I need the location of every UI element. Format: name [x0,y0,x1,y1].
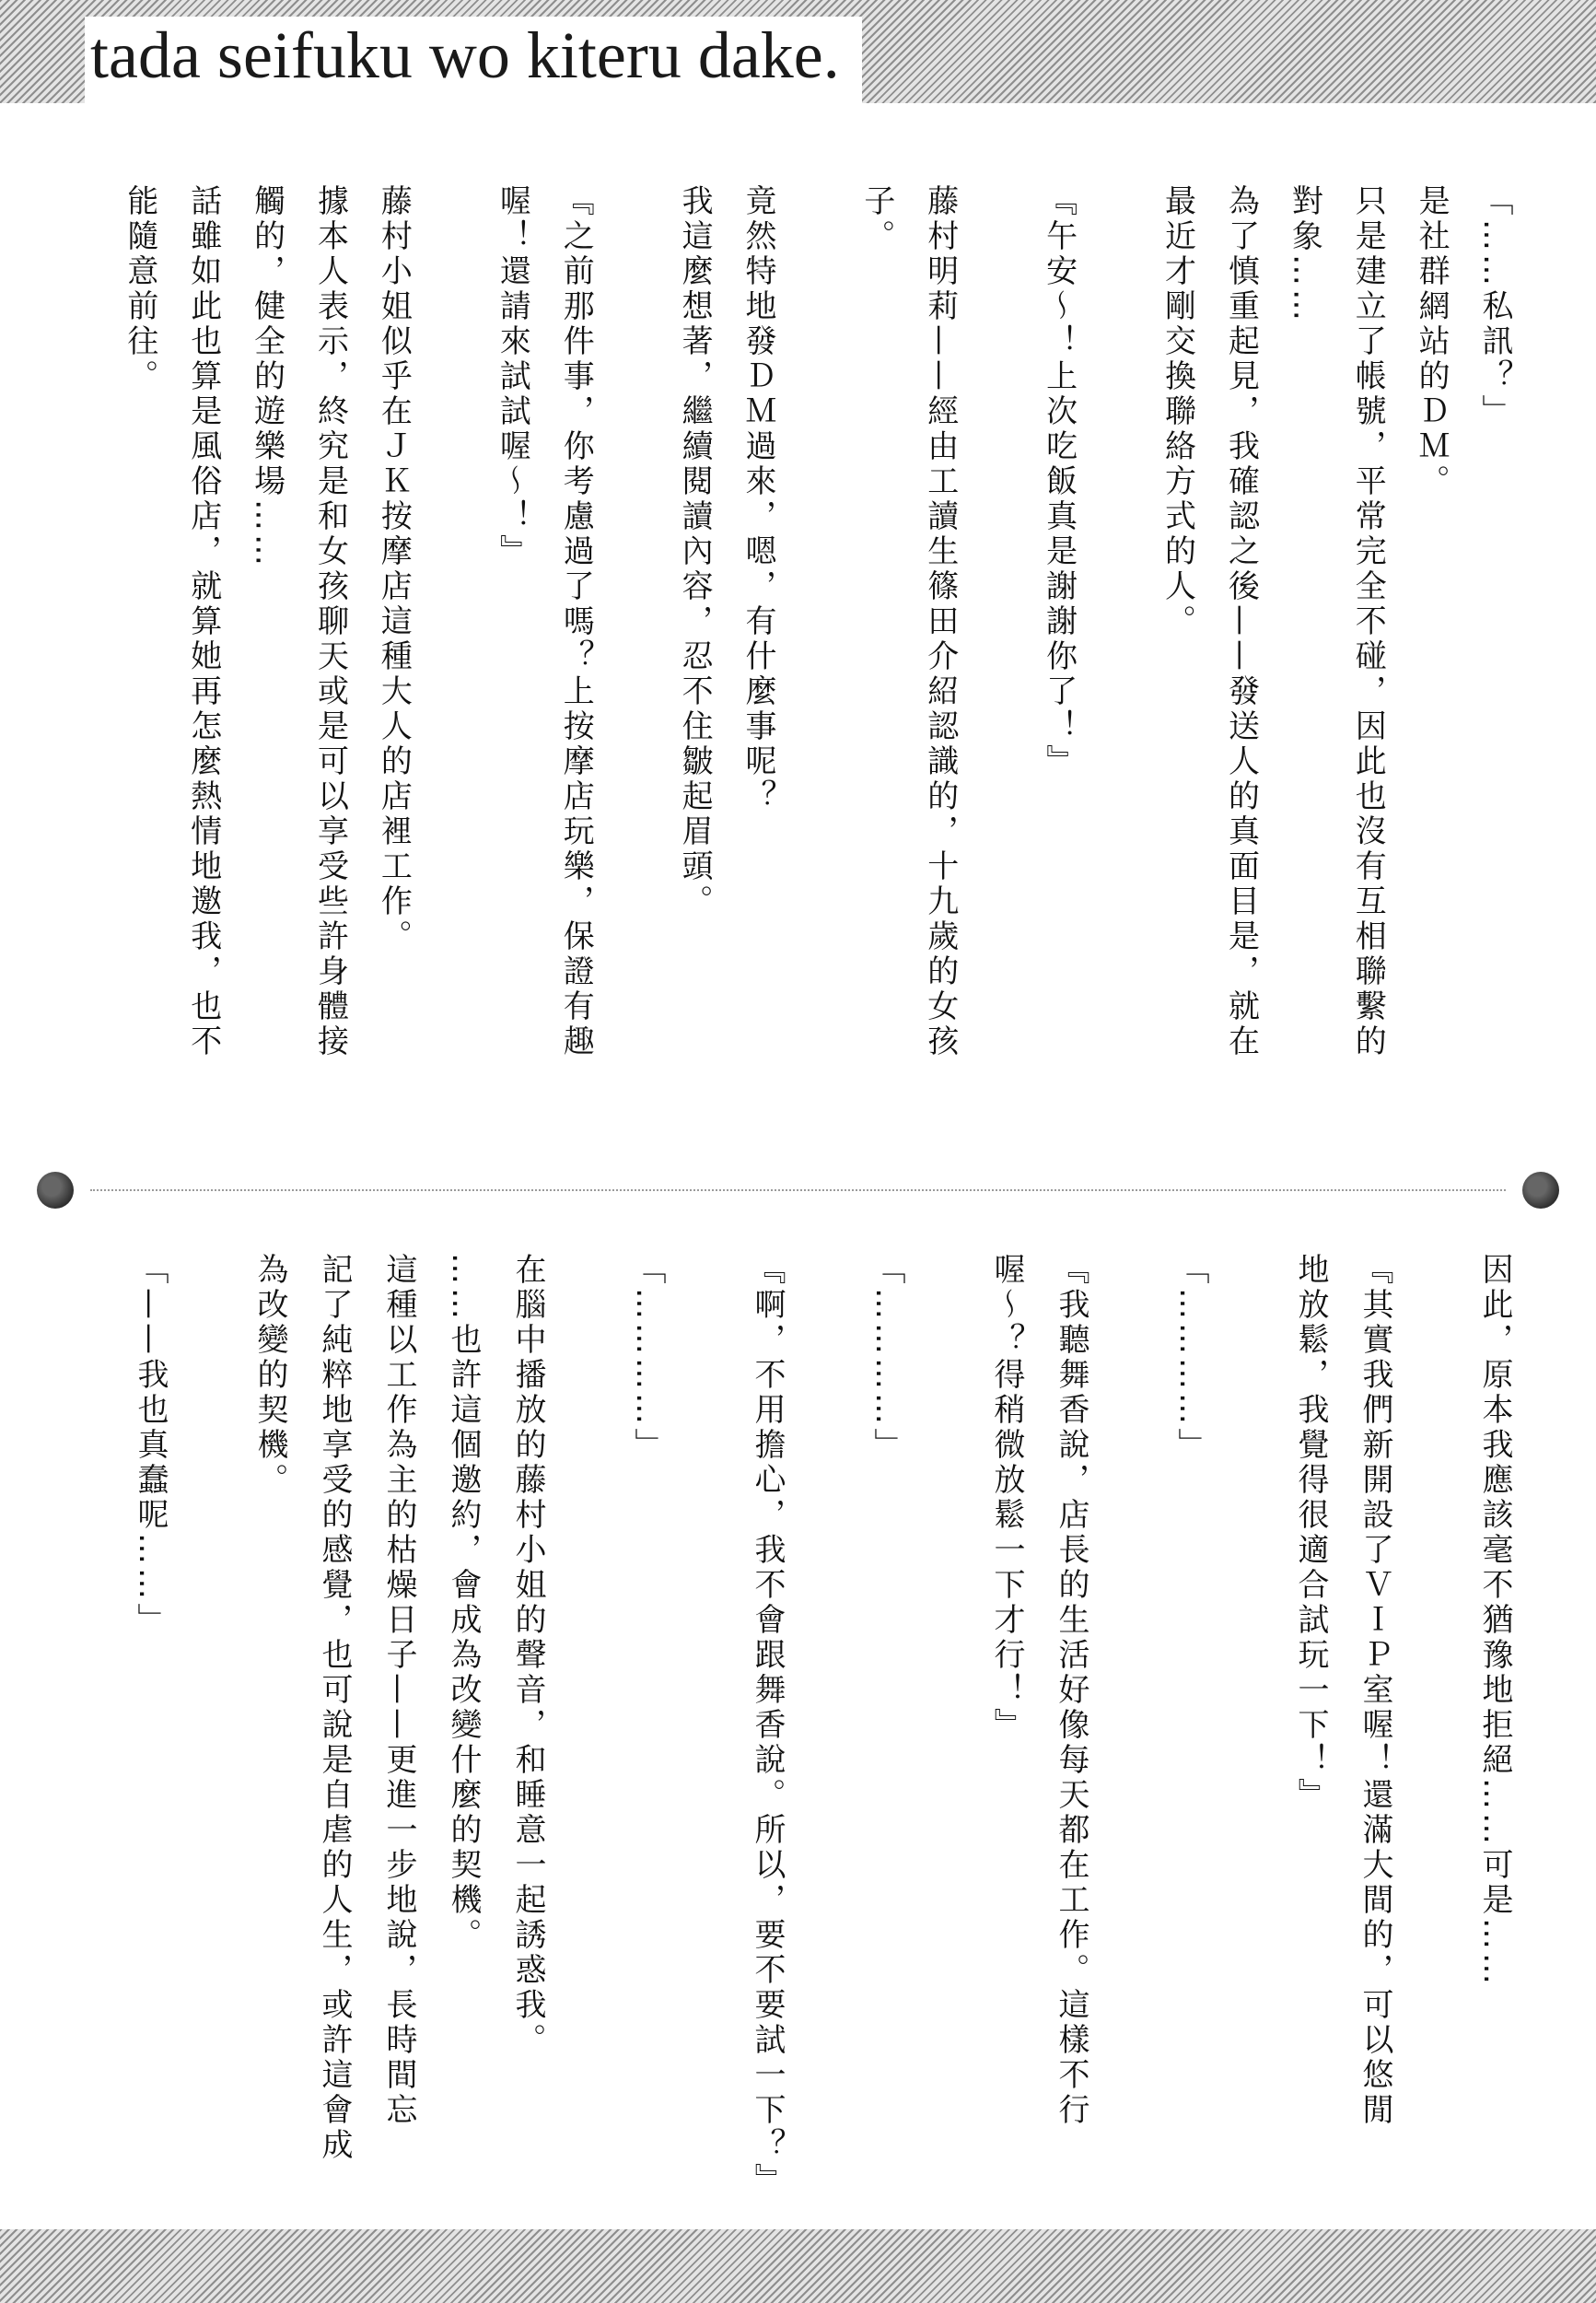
divider-dot-right [1522,1172,1559,1209]
text-column: 「…………」 [868,1253,905,1463]
top-text-section [92,184,1513,1142]
text-column: 「……私訊？」 [1476,184,1513,429]
text-column: 記了純粹地享受的感覺，也可說是自虐的人生，或許這會成 [316,1253,353,2163]
text-column: 『我聽舞香說，店長的生活好像每天都在工作。這樣不行 [1053,1253,1089,2128]
divider-dot-left [37,1172,74,1209]
text-column: 喔～？得稍微放鬆一下才行！』 [988,1253,1025,1743]
text-column: 因此，原本我應該毫不猶豫地拒絕……可是…… [1476,1253,1513,1988]
text-column: 據本人表示，終究是和女孩聊天或是可以享受些許身體接 [311,184,349,1059]
text-column: 我這麼想著，繼續閱讀內容，忍不住皺起眉頭。 [676,184,714,919]
text-column: 『之前那件事，你考慮過了嗎？上按摩店玩樂，保證有趣 [557,184,595,1059]
text-column: 最近才剛交換聯絡方式的人。 [1159,184,1196,639]
divider-dashed-line [90,1189,1506,1191]
text-column: 『啊，不用擔心，我不會跟舞香說。所以，要不要試一下？』 [749,1253,786,2198]
running-header-title: tada seifuku wo kiteru dake. [85,17,862,105]
text-column: 對象…… [1286,184,1323,324]
text-column: 竟然特地發ＤＭ過來，嗯，有什麼事呢？ [739,184,776,814]
text-column: 子。 [857,184,895,254]
text-column: 觸的，健全的遊樂場…… [248,184,285,569]
text-column: 為改變的契機。 [251,1253,288,1498]
footer-band [0,2229,1596,2303]
bottom-text-section [92,1253,1513,2198]
section-divider [37,1172,1559,1209]
text-column: 藤村明莉——經由工讀生篠田介紹認識的，十九歲的女孩 [921,184,959,1059]
header-band [0,0,1596,103]
text-column: 是社群網站的ＤＭ。 [1413,184,1450,499]
text-column: 地放鬆，我覺得很適合試玩一下！』 [1292,1253,1329,1813]
text-column: 藤村小姐似乎在ＪＫ按摩店這種大人的店裡工作。 [375,184,413,954]
text-column: 『午安～！上次吃飯真是謝謝你了！』 [1040,184,1078,779]
text-column: 只是建立了帳號，平常完全不碰，因此也沒有互相聯繫的 [1349,184,1387,1059]
text-column: ……也許這個邀約，會成為改變什麼的契機。 [445,1253,482,1953]
text-column: 這種以工作為主的枯燥日子——更進一步地說，長時間忘 [380,1253,417,2128]
text-column: 「…………」 [1172,1253,1209,1463]
text-column: 在腦中播放的藤村小姐的聲音，和睡意一起誘惑我。 [509,1253,546,2058]
text-column: 話雖如此也算是風俗店，就算她再怎麼熱情地邀我，也不 [184,184,222,1059]
text-column: 『其實我們新開設了ＶＩＰ室喔！還滿大間的，可以悠閒 [1357,1253,1393,2128]
text-column: 為了慎重起見，我確認之後——發送人的真面目是，就在 [1222,184,1260,1059]
text-column: 「——我也真蠢呢……」 [132,1253,169,1638]
text-column: 能隨意前往。 [121,184,158,394]
text-column: 「…………」 [629,1253,666,1463]
text-column: 喔！還請來試試喔～！』 [494,184,531,569]
